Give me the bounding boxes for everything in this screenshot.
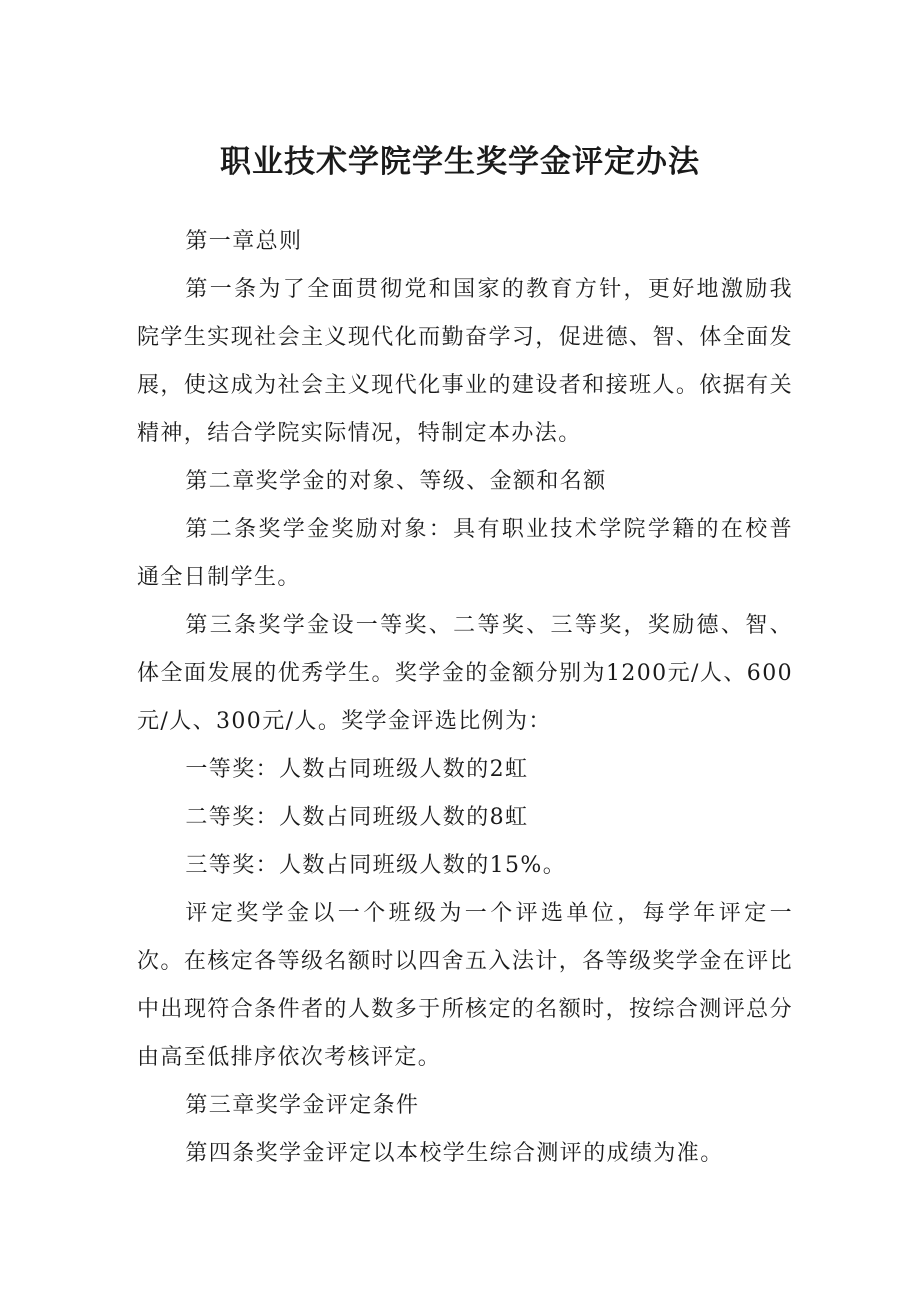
chapter-heading-2: 第二章奖学金的对象、等级、金额和名额 [185, 469, 607, 494]
chapter-heading-1: 第一章总则 [185, 229, 303, 254]
document-title: 职业技术学院学生奖学金评定办法 [220, 144, 700, 180]
article-2-paragraph: 第二条奖学金奖励对象：具有职业技术学院学籍的在校普通全日制学生。 [137, 517, 793, 590]
article-3-paragraph: 第三条奖学金设一等奖、二等奖、三等奖，奖励德、智、体全面发展的优秀学生。奖学金的金额分别为1200元/人、600元/人、300元/人。奖学金评选比例为： [137, 613, 793, 734]
evaluation-rules-paragraph: 评定奖学金以一个班级为一个评选单位，每学年评定一次。在核定各等级名额时以四舍五入法计，各等级奖学金在评比中出现符合条件者的人数多于所核定的名额时，按综合测评总分由高至低排序依次考核评定。 [137, 901, 793, 1070]
third-prize-ratio: 三等奖：人数占同班级人数的15%。 [185, 853, 567, 878]
document-body [137, 218, 793, 1178]
second-prize-ratio: 二等奖：人数占同班级人数的8虹 [185, 805, 529, 830]
article-4-paragraph: 第四条奖学金评定以本校学生综合测评的成绩为准。 [185, 1141, 724, 1166]
first-prize-ratio: 一等奖：人数占同班级人数的2虹 [185, 757, 529, 782]
article-1-paragraph: 第一条为了全面贯彻党和国家的教育方针，更好地激励我院学生实现社会主义现代化而勤奋学习，促进德、智、体全面发展，使这成为社会主义现代化事业的建设者和接班人。依据有关精神，结合学院实际情况，特制定本办法。 [137, 277, 793, 446]
chapter-heading-3: 第三章奖学金评定条件 [185, 1093, 420, 1118]
